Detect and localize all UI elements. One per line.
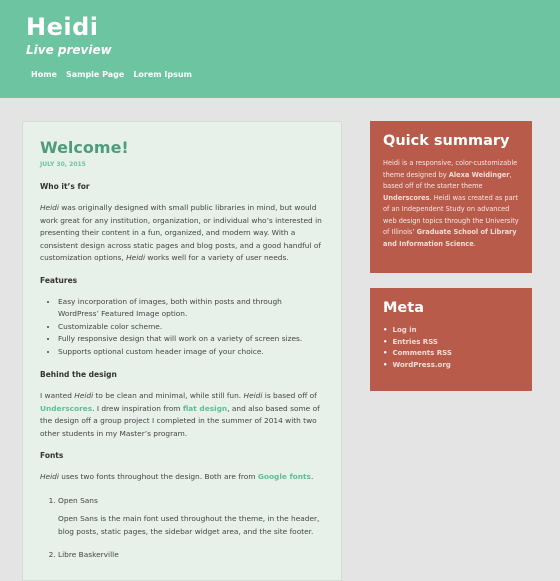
list-item: • Customizable color scheme. — [58, 321, 323, 334]
who-paragraph — [40, 202, 323, 265]
widget-quick-summary — [370, 121, 532, 273]
list-item: • Fully responsive design that will work on a variety of screen sizes. — [58, 333, 323, 346]
text-run: is based off of — [262, 391, 317, 400]
section-heading-features: Features — [40, 275, 78, 285]
summary-text — [383, 158, 519, 250]
inline-link[interactable]: Underscores — [383, 193, 430, 202]
text-run: uses two fonts throughout the design. Both are from — [58, 472, 258, 481]
meta-link-comments-rss[interactable]: • Comments RSS — [383, 348, 519, 360]
text-run: I wanted — [40, 391, 75, 400]
nav-link-sample-page[interactable]: Sample Page — [65, 70, 125, 79]
meta-links — [383, 325, 519, 371]
text-run: . — [473, 239, 476, 248]
list-item — [58, 549, 323, 562]
behind-paragraph — [40, 390, 323, 440]
text-run: . Heidi was created as part of an Independent Study on advanced web design topics through the University of Illinois’ — [383, 193, 519, 236]
text-run: , and also based some of the design off a group project I completed in the summer of 2014 with two other students in my Master’s program. — [40, 403, 320, 438]
nav-link-lorem-ipsum[interactable]: Lorem Ipsum — [133, 70, 192, 79]
widget-meta — [370, 288, 532, 391]
section-heading-behind: Behind the design — [40, 370, 117, 379]
font-name: Open Sans — [58, 495, 98, 505]
widget-title: Meta — [383, 300, 424, 316]
meta-link-entries-rss[interactable]: • Entries RSS — [383, 337, 519, 349]
font-description: Open Sans is the main font used throughout the theme, in the header, blog posts, static pages, the sidebar widget area, and the site footer. — [58, 514, 320, 536]
post-article — [22, 121, 342, 581]
emphasis-text: Heidi — [40, 203, 59, 212]
text-run: works well for a variety of user needs. — [145, 253, 289, 262]
text-run: . I drew inspiration from — [92, 403, 183, 413]
emphasis-text: Heidi — [40, 472, 59, 481]
section-heading-fonts: Fonts — [40, 451, 64, 460]
list-item — [58, 495, 323, 539]
post-title[interactable]: Welcome! — [40, 138, 129, 157]
main-navigation — [31, 70, 192, 79]
site-description: Live preview — [26, 43, 112, 57]
inline-link[interactable]: Graduate School of Library and Information Science — [383, 228, 517, 248]
widget-title: Quick summary — [383, 133, 510, 149]
meta-link-wordpress-org[interactable]: • WordPress.org — [383, 360, 519, 372]
post-date[interactable]: JULY 30, 2015 — [40, 161, 86, 168]
text-run: was originally designed with small public libraries in mind, but would work great for any institution, organization, or individual who’s interested in presenting their content in a fun, organized, and modern way. With a consistent design across static pages and blog posts, and a good handful of customization options, — [40, 203, 322, 262]
meta-link-log-in[interactable]: • Log in — [383, 325, 519, 337]
site-header — [0, 0, 560, 98]
list-item: • Easy incorporation of images, both within posts and through WordPress’ Featured Image option. — [58, 296, 323, 321]
list-item: • Supports optional custom header image of your choice. — [58, 346, 323, 359]
inline-link[interactable]: flat design — [182, 403, 228, 413]
text-run: . — [310, 472, 314, 481]
text-run: to be clean and minimal, while still fun. — [93, 391, 244, 400]
nav-link-home[interactable]: Home — [31, 70, 57, 79]
inline-link[interactable]: Google fonts — [257, 472, 311, 481]
emphasis-text: Heidi — [74, 391, 94, 400]
emphasis-text: Heidi — [126, 253, 146, 262]
features-list — [40, 296, 323, 359]
emphasis-text: Heidi — [243, 391, 263, 400]
section-heading-who: Who it’s for — [40, 182, 90, 191]
font-name: Libre Baskerville — [58, 550, 119, 559]
text-run: , based off of the starter theme — [383, 170, 512, 190]
text-run: Heidi is a responsive, color-customizable theme designed by — [383, 159, 518, 179]
inline-link[interactable]: Alexa Weidinger — [448, 170, 510, 179]
fonts-paragraph — [40, 471, 323, 484]
inline-link[interactable]: Underscores — [40, 403, 93, 413]
fonts-list — [40, 495, 323, 562]
site-title[interactable]: Heidi — [26, 13, 99, 41]
